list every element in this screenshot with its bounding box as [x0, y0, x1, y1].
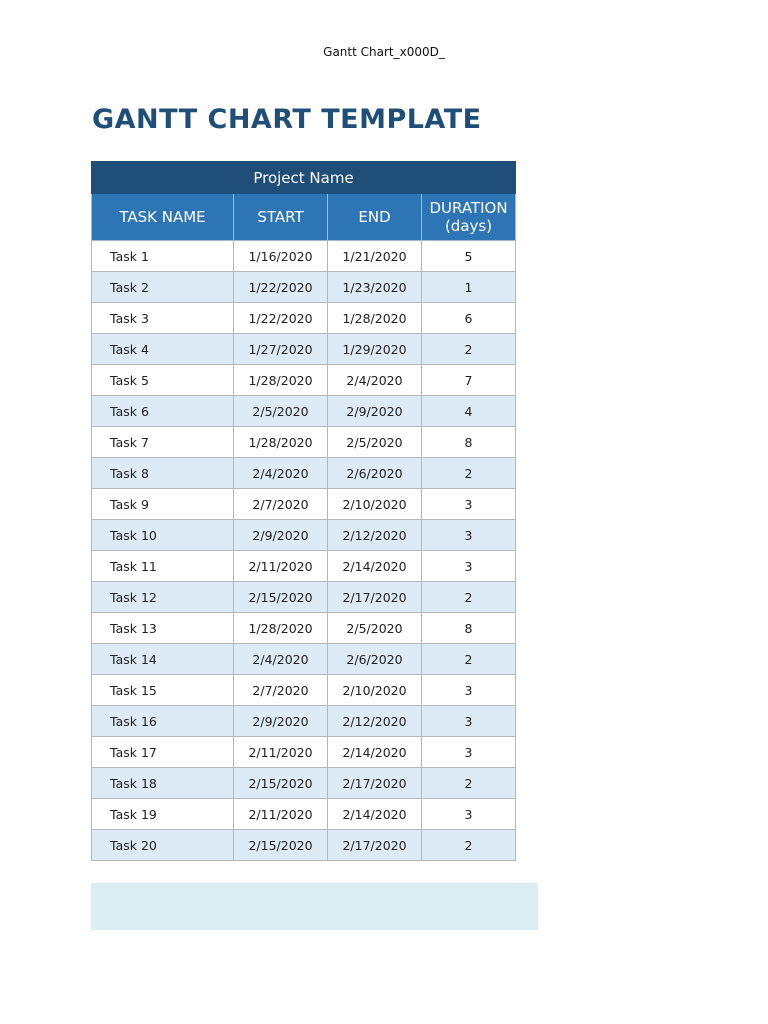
task-name-cell[interactable]: Task 9	[92, 489, 234, 520]
start-date-cell[interactable]: 2/11/2020	[234, 737, 328, 768]
sheet-header-label: Gantt Chart_x000D_	[323, 45, 445, 59]
duration-cell[interactable]: 3	[422, 799, 516, 830]
task-name-cell[interactable]: Task 7	[92, 427, 234, 458]
end-date-cell[interactable]: 2/17/2020	[328, 582, 422, 613]
duration-cell[interactable]: 5	[422, 241, 516, 272]
start-date-cell[interactable]: 1/28/2020	[234, 365, 328, 396]
end-date-cell[interactable]: 2/6/2020	[328, 458, 422, 489]
table-row	[92, 365, 516, 396]
duration-header-line1: DURATION	[429, 199, 508, 217]
end-date-cell[interactable]: 1/28/2020	[328, 303, 422, 334]
duration-cell[interactable]: 3	[422, 675, 516, 706]
task-name-cell[interactable]: Task 20	[92, 830, 234, 861]
task-name-cell[interactable]: Task 5	[92, 365, 234, 396]
start-date-cell[interactable]: 2/7/2020	[234, 675, 328, 706]
table-row	[92, 737, 516, 768]
start-date-cell[interactable]: 2/7/2020	[234, 489, 328, 520]
duration-cell[interactable]: 7	[422, 365, 516, 396]
start-date-cell[interactable]: 1/27/2020	[234, 334, 328, 365]
task-name-cell[interactable]: Task 1	[92, 241, 234, 272]
end-date-cell[interactable]: 2/17/2020	[328, 768, 422, 799]
end-date-cell[interactable]: 2/10/2020	[328, 489, 422, 520]
start-date-cell[interactable]: 2/5/2020	[234, 396, 328, 427]
end-date-cell[interactable]: 1/21/2020	[328, 241, 422, 272]
start-date-cell[interactable]: 1/22/2020	[234, 272, 328, 303]
task-name-cell[interactable]: Task 18	[92, 768, 234, 799]
duration-cell[interactable]: 2	[422, 334, 516, 365]
task-name-cell[interactable]: Task 3	[92, 303, 234, 334]
table-row	[92, 830, 516, 861]
duration-cell[interactable]: 3	[422, 489, 516, 520]
column-header-task-name[interactable]: TASK NAME	[92, 194, 234, 241]
task-name-cell[interactable]: Task 19	[92, 799, 234, 830]
table-row	[92, 644, 516, 675]
page-title: GANTT CHART TEMPLATE	[92, 104, 482, 135]
column-header-row	[92, 194, 516, 241]
end-date-cell[interactable]: 2/10/2020	[328, 675, 422, 706]
table-row	[92, 706, 516, 737]
table-row	[92, 582, 516, 613]
duration-cell[interactable]: 2	[422, 582, 516, 613]
duration-cell[interactable]: 2	[422, 830, 516, 861]
end-date-cell[interactable]: 2/14/2020	[328, 737, 422, 768]
project-name-header[interactable]: Project Name	[92, 162, 516, 194]
end-date-cell[interactable]: 2/5/2020	[328, 427, 422, 458]
table-row	[92, 675, 516, 706]
table-row	[92, 613, 516, 644]
task-name-cell[interactable]: Task 15	[92, 675, 234, 706]
duration-cell[interactable]: 2	[422, 768, 516, 799]
end-date-cell[interactable]: 2/4/2020	[328, 365, 422, 396]
table-row	[92, 489, 516, 520]
end-date-cell[interactable]: 2/5/2020	[328, 613, 422, 644]
duration-cell[interactable]: 1	[422, 272, 516, 303]
start-date-cell[interactable]: 1/28/2020	[234, 427, 328, 458]
task-name-cell[interactable]: Task 14	[92, 644, 234, 675]
start-date-cell[interactable]: 1/22/2020	[234, 303, 328, 334]
table-row	[92, 551, 516, 582]
start-date-cell[interactable]: 2/4/2020	[234, 458, 328, 489]
duration-cell[interactable]: 3	[422, 520, 516, 551]
table-row	[92, 427, 516, 458]
table-row	[92, 799, 516, 830]
end-date-cell[interactable]: 2/14/2020	[328, 799, 422, 830]
task-name-cell[interactable]: Task 11	[92, 551, 234, 582]
start-date-cell[interactable]: 2/9/2020	[234, 520, 328, 551]
duration-cell[interactable]: 3	[422, 737, 516, 768]
end-date-cell[interactable]: 1/29/2020	[328, 334, 422, 365]
duration-cell[interactable]: 8	[422, 427, 516, 458]
start-date-cell[interactable]: 1/28/2020	[234, 613, 328, 644]
table-row	[92, 520, 516, 551]
end-date-cell[interactable]: 2/14/2020	[328, 551, 422, 582]
gantt-table	[91, 161, 516, 861]
column-header-duration[interactable]	[422, 194, 516, 241]
table-row	[92, 396, 516, 427]
column-header-end[interactable]: END	[328, 194, 422, 241]
task-name-cell[interactable]: Task 13	[92, 613, 234, 644]
table-row	[92, 272, 516, 303]
start-date-cell[interactable]: 2/11/2020	[234, 799, 328, 830]
start-date-cell[interactable]: 2/4/2020	[234, 644, 328, 675]
start-date-cell[interactable]: 2/15/2020	[234, 582, 328, 613]
duration-cell[interactable]: 3	[422, 551, 516, 582]
note-box[interactable]	[91, 883, 538, 930]
duration-cell[interactable]: 2	[422, 458, 516, 489]
end-date-cell[interactable]: 2/6/2020	[328, 644, 422, 675]
end-date-cell[interactable]: 2/12/2020	[328, 520, 422, 551]
task-name-cell[interactable]: Task 8	[92, 458, 234, 489]
table-row	[92, 768, 516, 799]
duration-cell[interactable]: 3	[422, 706, 516, 737]
end-date-cell[interactable]: 2/12/2020	[328, 706, 422, 737]
start-date-cell[interactable]: 1/16/2020	[234, 241, 328, 272]
table-row	[92, 303, 516, 334]
end-date-cell[interactable]: 2/9/2020	[328, 396, 422, 427]
task-name-cell[interactable]: Task 12	[92, 582, 234, 613]
task-rows	[92, 241, 516, 861]
table-row	[92, 458, 516, 489]
duration-cell[interactable]: 4	[422, 396, 516, 427]
start-date-cell[interactable]: 2/15/2020	[234, 768, 328, 799]
end-date-cell[interactable]: 2/17/2020	[328, 830, 422, 861]
end-date-cell[interactable]: 1/23/2020	[328, 272, 422, 303]
duration-cell[interactable]: 2	[422, 644, 516, 675]
task-name-cell[interactable]: Task 16	[92, 706, 234, 737]
start-date-cell[interactable]: 2/9/2020	[234, 706, 328, 737]
duration-cell[interactable]: 8	[422, 613, 516, 644]
task-name-cell[interactable]: Task 10	[92, 520, 234, 551]
task-name-cell[interactable]: Task 6	[92, 396, 234, 427]
duration-cell[interactable]: 6	[422, 303, 516, 334]
table-row	[92, 334, 516, 365]
start-date-cell[interactable]: 2/11/2020	[234, 551, 328, 582]
column-header-start[interactable]: START	[234, 194, 328, 241]
project-header-row	[92, 162, 516, 194]
table-row	[92, 241, 516, 272]
duration-header-line2: (days)	[444, 217, 493, 235]
task-name-cell[interactable]: Task 17	[92, 737, 234, 768]
task-name-cell[interactable]: Task 4	[92, 334, 234, 365]
start-date-cell[interactable]: 2/15/2020	[234, 830, 328, 861]
task-name-cell[interactable]: Task 2	[92, 272, 234, 303]
